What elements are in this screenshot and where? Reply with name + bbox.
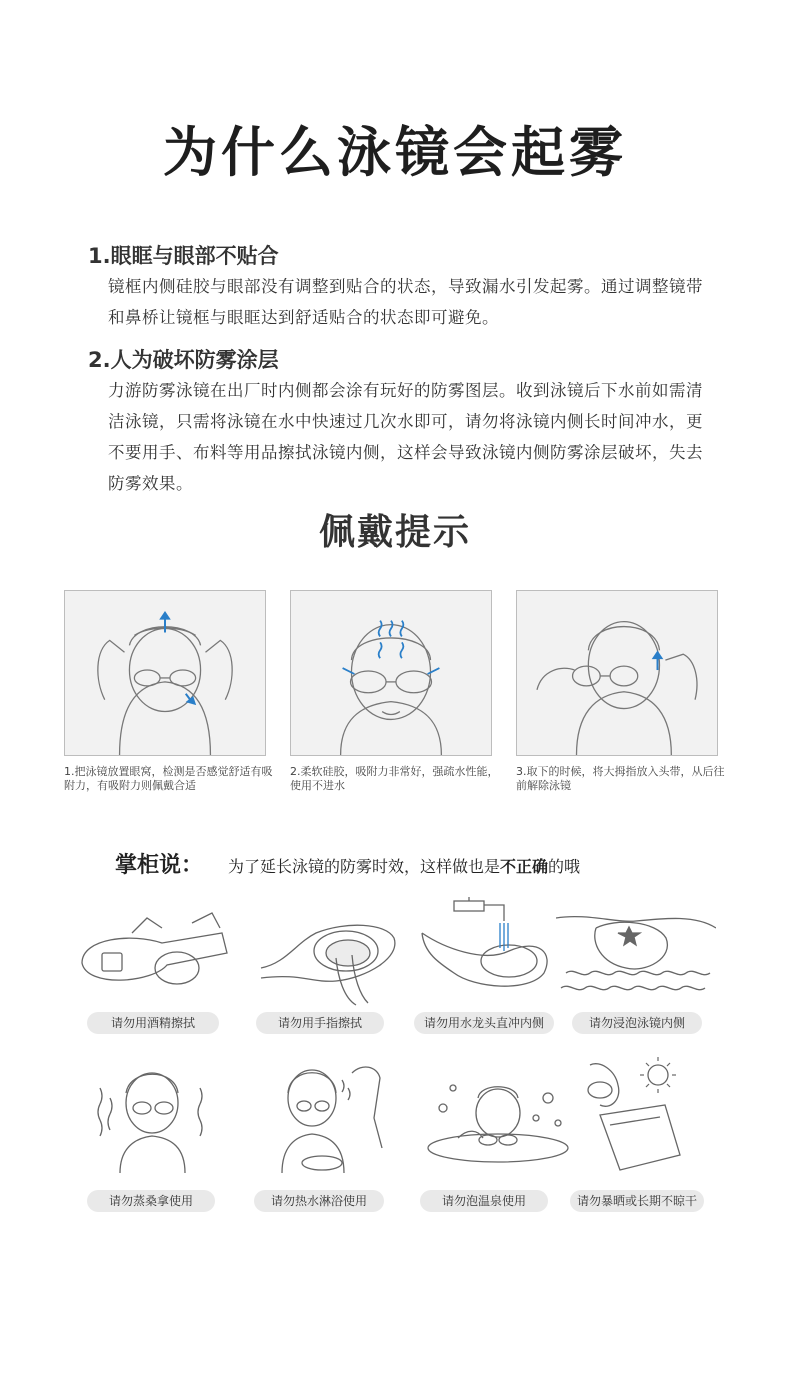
wearing-step-2-image — [290, 590, 492, 756]
alcohol-wipe-icon — [72, 903, 232, 1008]
page-title: 为什么泳镜会起雾 — [163, 121, 627, 184]
wearing-tips-title: 佩戴提示 — [318, 512, 471, 553]
sun-exposure-icon — [570, 1055, 730, 1160]
sauna-icon — [80, 1058, 240, 1163]
dont-label-1: 请勿用酒精擦拭 — [87, 1012, 219, 1034]
reason-2-text: 力游防雾泳镜在出厂时内侧都会涂有玩好的防雾图层。收到泳镜后下水前如需清洁泳镜，只需将泳镜在水中快速过几次水即可，请勿将泳镜内侧长时间冲水，更不要用手、布料等用品擦拭泳镜内侧，这样会导致泳镜内侧防雾涂层破坏，失去防雾效果。 — [108, 381, 703, 493]
hot-spring-icon — [418, 1068, 578, 1173]
dont-label-2: 请勿用手指擦拭 — [256, 1012, 384, 1034]
wearing-step-3-caption: 3.取下的时候，将大拇指放入头带，从后往前解除泳镜 — [516, 765, 725, 792]
dont-label-3: 请勿用水龙头直冲内侧 — [414, 1012, 554, 1034]
faucet-icon — [414, 893, 574, 998]
face-suction-icon — [291, 591, 491, 755]
wearing-step-2-caption: 2.柔软硅胶，吸附力非常好，强疏水性能，使用不进水 — [290, 765, 499, 792]
wearing-step-1-image — [64, 590, 266, 756]
shopkeeper-note-suffix: 的哦 — [548, 857, 581, 876]
wearing-step-1-caption: 1.把泳镜放置眼窝，检测是否感觉舒适有吸附力，有吸附力则佩戴合适 — [64, 765, 273, 792]
dont-label-6: 请勿热水淋浴使用 — [254, 1190, 384, 1212]
finger-wipe-icon — [256, 903, 416, 1008]
dont-label-4: 请勿浸泡泳镜内侧 — [572, 1012, 702, 1034]
shopkeeper-note-emphasis: 不正确 — [500, 857, 549, 876]
soak-icon — [556, 903, 716, 1008]
remove-goggles-icon — [517, 591, 717, 755]
reason-2-heading: 2.人为破坏防雾涂层 — [88, 348, 279, 372]
dont-label-8: 请勿暴晒或长期不晾干 — [570, 1190, 704, 1212]
dont-label-5: 请勿蒸桑拿使用 — [87, 1190, 215, 1212]
shopkeeper-note-prefix: 为了延长泳镜的防雾时效，这样做也是 — [228, 857, 501, 876]
shopkeeper-note — [228, 854, 580, 877]
dont-label-7: 请勿泡温泉使用 — [420, 1190, 548, 1212]
fit-goggles-icon — [65, 591, 265, 755]
shower-icon — [262, 1058, 422, 1163]
shopkeeper-label: 掌柜说： — [115, 853, 204, 878]
reason-1-text: 镜框内侧硅胶与眼部没有调整到贴合的状态，导致漏水引发起雾。通过调整镜带和鼻桥让镜框与眼眶达到舒适贴合的状态即可避免。 — [108, 277, 703, 327]
reason-1-heading: 1.眼眶与眼部不贴合 — [88, 244, 279, 268]
wearing-step-3-image — [516, 590, 718, 756]
